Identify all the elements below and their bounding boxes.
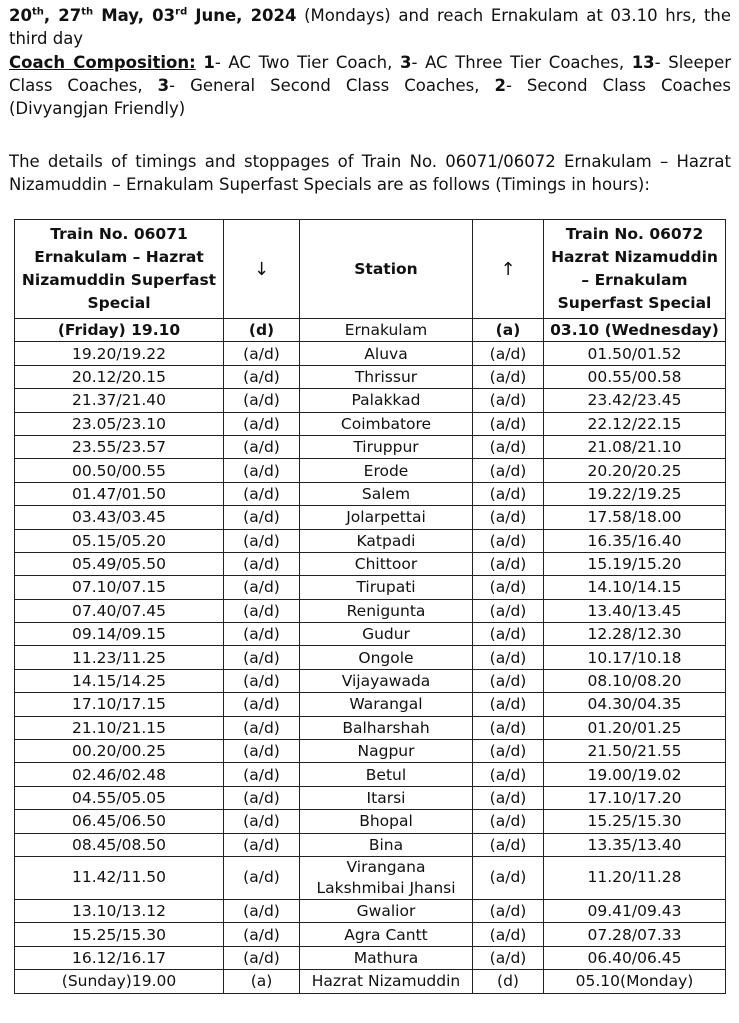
down-time-cell: 20.12/20.15	[15, 365, 224, 388]
table-row	[15, 810, 726, 833]
up-arr-dep-cell: (a/d)	[473, 669, 544, 692]
up-time-cell: 06.40/06.45	[544, 946, 726, 969]
table-row	[15, 970, 726, 993]
up-arr-dep-cell: (a/d)	[473, 599, 544, 622]
down-arr-dep-cell: (a/d)	[224, 576, 300, 599]
up-arr-dep-cell: (a/d)	[473, 899, 544, 922]
down-time-cell: 16.12/16.17	[15, 946, 224, 969]
table-row	[15, 669, 726, 692]
down-time-cell: 14.15/14.25	[15, 669, 224, 692]
down-arr-dep-cell: (a/d)	[224, 529, 300, 552]
down-time-cell: 06.45/06.50	[15, 810, 224, 833]
table-row	[15, 599, 726, 622]
station-cell: Aluva	[300, 342, 473, 365]
timetable-header-row	[15, 220, 726, 319]
up-time-cell: 00.55/00.58	[544, 365, 726, 388]
down-arr-dep-cell: (a/d)	[224, 763, 300, 786]
station-cell: Jolarpettai	[300, 506, 473, 529]
table-row	[15, 389, 726, 412]
up-time-cell: 09.41/09.43	[544, 899, 726, 922]
date-3-suffix: rd	[175, 6, 188, 18]
station-cell: Warangal	[300, 693, 473, 716]
station-cell: Erode	[300, 459, 473, 482]
details-paragraph: The details of timings and stoppages of Train No. 06071/06072 Ernakulam – Hazrat Nizamuddin – Ernakulam Superfast Specials are as follows (Timings in hours):	[9, 152, 731, 195]
station-cell: Balharshah	[300, 716, 473, 739]
coach-type-4: - General Second Class Coaches,	[169, 75, 480, 95]
station-cell: Ernakulam	[300, 319, 473, 342]
intro-block	[9, 4, 731, 120]
station-cell: Palakkad	[300, 389, 473, 412]
up-time-cell: 07.28/07.33	[544, 923, 726, 946]
down-time-cell: 05.15/05.20	[15, 529, 224, 552]
down-arr-dep-cell: (a/d)	[224, 946, 300, 969]
down-arr-dep-cell: (a/d)	[224, 833, 300, 856]
up-arr-dep-cell: (a/d)	[473, 646, 544, 669]
down-time-cell: 08.45/08.50	[15, 833, 224, 856]
down-arrow-icon: ↓	[224, 220, 300, 319]
up-time-cell: 12.28/12.30	[544, 623, 726, 646]
down-time-cell: 17.10/17.15	[15, 693, 224, 716]
header-down-train: Train No. 06071 Ernakulam – Hazrat Nizamuddin Superfast Special	[15, 220, 224, 319]
table-row	[15, 459, 726, 482]
down-time-cell: 11.23/11.25	[15, 646, 224, 669]
station-cell: Nagpur	[300, 740, 473, 763]
up-arr-dep-cell: (a/d)	[473, 389, 544, 412]
up-time-cell: 21.50/21.55	[544, 740, 726, 763]
up-arr-dep-cell: (a/d)	[473, 740, 544, 763]
station-cell: Virangana Lakshmibai Jhansi	[300, 856, 473, 899]
up-arr-dep-cell: (a/d)	[473, 833, 544, 856]
down-arr-dep-cell: (a/d)	[224, 459, 300, 482]
header-up-train: Train No. 06072 Hazrat Nizamuddin – Ernakulam Superfast Special	[544, 220, 726, 319]
up-arr-dep-cell: (a/d)	[473, 412, 544, 435]
up-time-cell: 03.10 (Wednesday)	[544, 319, 726, 342]
up-time-cell: 05.10(Monday)	[544, 970, 726, 993]
down-arr-dep-cell: (a/d)	[224, 482, 300, 505]
table-row	[15, 482, 726, 505]
down-time-cell: 07.40/07.45	[15, 599, 224, 622]
station-cell: Coimbatore	[300, 412, 473, 435]
up-arr-dep-cell: (a)	[473, 319, 544, 342]
up-time-cell: 11.20/11.28	[544, 856, 726, 899]
date-1: 20	[9, 6, 32, 25]
table-row	[15, 623, 726, 646]
up-arr-dep-cell: (a/d)	[473, 810, 544, 833]
down-time-cell: 09.14/09.15	[15, 623, 224, 646]
up-arr-dep-cell: (a/d)	[473, 459, 544, 482]
down-time-cell: 00.50/00.55	[15, 459, 224, 482]
down-time-cell: 21.37/21.40	[15, 389, 224, 412]
up-arr-dep-cell: (a/d)	[473, 763, 544, 786]
down-arr-dep-cell: (a/d)	[224, 389, 300, 412]
coach-count-4: 3	[157, 75, 170, 95]
coach-count-5: 2	[494, 75, 506, 95]
down-time-cell: 02.46/02.48	[15, 763, 224, 786]
down-time-cell: 04.55/05.05	[15, 786, 224, 809]
down-arr-dep-cell: (a/d)	[224, 552, 300, 575]
up-time-cell: 23.42/23.45	[544, 389, 726, 412]
up-arr-dep-cell: (a/d)	[473, 623, 544, 646]
date-2: 27	[58, 6, 82, 25]
up-arr-dep-cell: (a/d)	[473, 506, 544, 529]
down-arr-dep-cell: (a/d)	[224, 669, 300, 692]
up-time-cell: 04.30/04.35	[544, 693, 726, 716]
table-row	[15, 899, 726, 922]
table-row	[15, 552, 726, 575]
down-time-cell: 19.20/19.22	[15, 342, 224, 365]
up-arr-dep-cell: (a/d)	[473, 576, 544, 599]
down-time-cell: 05.49/05.50	[15, 552, 224, 575]
up-time-cell: 01.20/01.25	[544, 716, 726, 739]
date-2-suffix: th	[81, 6, 94, 18]
station-cell: Gudur	[300, 623, 473, 646]
up-arr-dep-cell: (a/d)	[473, 716, 544, 739]
header-station: Station	[300, 220, 473, 319]
up-time-cell: 08.10/08.20	[544, 669, 726, 692]
down-arr-dep-cell: (a/d)	[224, 506, 300, 529]
station-cell: Ongole	[300, 646, 473, 669]
table-row	[15, 412, 726, 435]
down-time-cell: 23.05/23.10	[15, 412, 224, 435]
schedule-dates: 20th, 27th May, 03rd June, 2024	[9, 6, 297, 25]
up-time-cell: 22.12/22.15	[544, 412, 726, 435]
date-month: May, 03	[101, 6, 176, 25]
intro-tail: (Mondays) and reach Ernakulam at 03.10 hrs, the third day	[9, 6, 732, 49]
up-time-cell: 10.17/10.18	[544, 646, 726, 669]
station-cell: Renigunta	[300, 599, 473, 622]
station-cell: Tirupati	[300, 576, 473, 599]
coach-type-5: - Second Class Coaches (Divyangjan Friendly)	[9, 75, 732, 119]
down-arr-dep-cell: (a/d)	[224, 716, 300, 739]
down-arr-dep-cell: (a)	[224, 970, 300, 993]
table-row	[15, 506, 726, 529]
coach-type-1: - AC Two Tier Coach,	[214, 52, 393, 72]
coach-type-2: - AC Three Tier Coaches,	[411, 52, 625, 72]
table-row	[15, 646, 726, 669]
down-time-cell: 11.42/11.50	[15, 856, 224, 899]
station-cell: Katpadi	[300, 529, 473, 552]
up-time-cell: 17.10/17.20	[544, 786, 726, 809]
station-cell: Bhopal	[300, 810, 473, 833]
down-time-cell: (Friday) 19.10	[15, 319, 224, 342]
up-arr-dep-cell: (a/d)	[473, 529, 544, 552]
up-time-cell: 17.58/18.00	[544, 506, 726, 529]
station-cell: Thrissur	[300, 365, 473, 388]
up-time-cell: 13.35/13.40	[544, 833, 726, 856]
down-arr-dep-cell: (a/d)	[224, 899, 300, 922]
up-time-cell: 19.22/19.25	[544, 482, 726, 505]
down-time-cell: 23.55/23.57	[15, 435, 224, 458]
table-row	[15, 319, 726, 342]
table-row	[15, 856, 726, 899]
station-cell: Mathura	[300, 946, 473, 969]
table-row	[15, 740, 726, 763]
down-arr-dep-cell: (a/d)	[224, 342, 300, 365]
station-cell: Agra Cantt	[300, 923, 473, 946]
down-arr-dep-cell: (a/d)	[224, 599, 300, 622]
coach-composition	[9, 51, 731, 121]
down-arr-dep-cell: (a/d)	[224, 412, 300, 435]
table-row	[15, 693, 726, 716]
down-time-cell: 03.43/03.45	[15, 506, 224, 529]
coach-count-1: 1	[203, 52, 215, 72]
intro-paragraph	[9, 4, 731, 51]
coach-type-3: - Sleeper Class Coaches,	[9, 52, 732, 95]
down-arr-dep-cell: (a/d)	[224, 646, 300, 669]
date-rest: June, 2024	[195, 6, 297, 25]
down-arr-dep-cell: (a/d)	[224, 740, 300, 763]
down-time-cell: 21.10/21.15	[15, 716, 224, 739]
station-cell: Itarsi	[300, 786, 473, 809]
station-cell: Gwalior	[300, 899, 473, 922]
station-cell: Vijayawada	[300, 669, 473, 692]
station-cell: Bina	[300, 833, 473, 856]
up-arr-dep-cell: (d)	[473, 970, 544, 993]
coach-count-3: 13	[631, 52, 655, 72]
up-arr-dep-cell: (a/d)	[473, 923, 544, 946]
down-arr-dep-cell: (a/d)	[224, 435, 300, 458]
up-arr-dep-cell: (a/d)	[473, 365, 544, 388]
station-cell: Chittoor	[300, 552, 473, 575]
up-arrow-icon: ↑	[473, 220, 544, 319]
table-row	[15, 365, 726, 388]
table-row	[15, 923, 726, 946]
down-time-cell: 07.10/07.15	[15, 576, 224, 599]
down-arr-dep-cell: (a/d)	[224, 810, 300, 833]
down-arr-dep-cell: (a/d)	[224, 856, 300, 899]
up-time-cell: 15.25/15.30	[544, 810, 726, 833]
table-row	[15, 786, 726, 809]
station-cell: Tiruppur	[300, 435, 473, 458]
up-time-cell: 16.35/16.40	[544, 529, 726, 552]
up-time-cell: 20.20/20.25	[544, 459, 726, 482]
coach-count-2: 3	[400, 52, 412, 72]
table-row	[15, 342, 726, 365]
coach-composition-title: Coach Composition:	[9, 52, 196, 72]
table-row	[15, 716, 726, 739]
timetable	[14, 219, 726, 994]
up-time-cell: 01.50/01.52	[544, 342, 726, 365]
table-row	[15, 763, 726, 786]
station-cell: Betul	[300, 763, 473, 786]
table-row	[15, 576, 726, 599]
down-arr-dep-cell: (a/d)	[224, 923, 300, 946]
down-time-cell: 13.10/13.12	[15, 899, 224, 922]
down-time-cell: 00.20/00.25	[15, 740, 224, 763]
up-arr-dep-cell: (a/d)	[473, 856, 544, 899]
table-row	[15, 833, 726, 856]
down-arr-dep-cell: (a/d)	[224, 693, 300, 716]
up-time-cell: 14.10/14.15	[544, 576, 726, 599]
up-arr-dep-cell: (a/d)	[473, 946, 544, 969]
up-time-cell: 19.00/19.02	[544, 763, 726, 786]
station-cell: Salem	[300, 482, 473, 505]
date-1-suffix: th	[31, 6, 44, 18]
table-row	[15, 529, 726, 552]
up-arr-dep-cell: (a/d)	[473, 342, 544, 365]
up-time-cell: 21.08/21.10	[544, 435, 726, 458]
up-arr-dep-cell: (a/d)	[473, 693, 544, 716]
down-arr-dep-cell: (a/d)	[224, 786, 300, 809]
up-arr-dep-cell: (a/d)	[473, 435, 544, 458]
up-arr-dep-cell: (a/d)	[473, 786, 544, 809]
down-arr-dep-cell: (d)	[224, 319, 300, 342]
table-row	[15, 435, 726, 458]
down-arr-dep-cell: (a/d)	[224, 365, 300, 388]
down-time-cell: 15.25/15.30	[15, 923, 224, 946]
down-time-cell: 01.47/01.50	[15, 482, 224, 505]
table-row	[15, 946, 726, 969]
up-time-cell: 15.19/15.20	[544, 552, 726, 575]
down-arr-dep-cell: (a/d)	[224, 623, 300, 646]
down-time-cell: (Sunday)19.00	[15, 970, 224, 993]
up-arr-dep-cell: (a/d)	[473, 482, 544, 505]
station-cell: Hazrat Nizamuddin	[300, 970, 473, 993]
up-arr-dep-cell: (a/d)	[473, 552, 544, 575]
up-time-cell: 13.40/13.45	[544, 599, 726, 622]
